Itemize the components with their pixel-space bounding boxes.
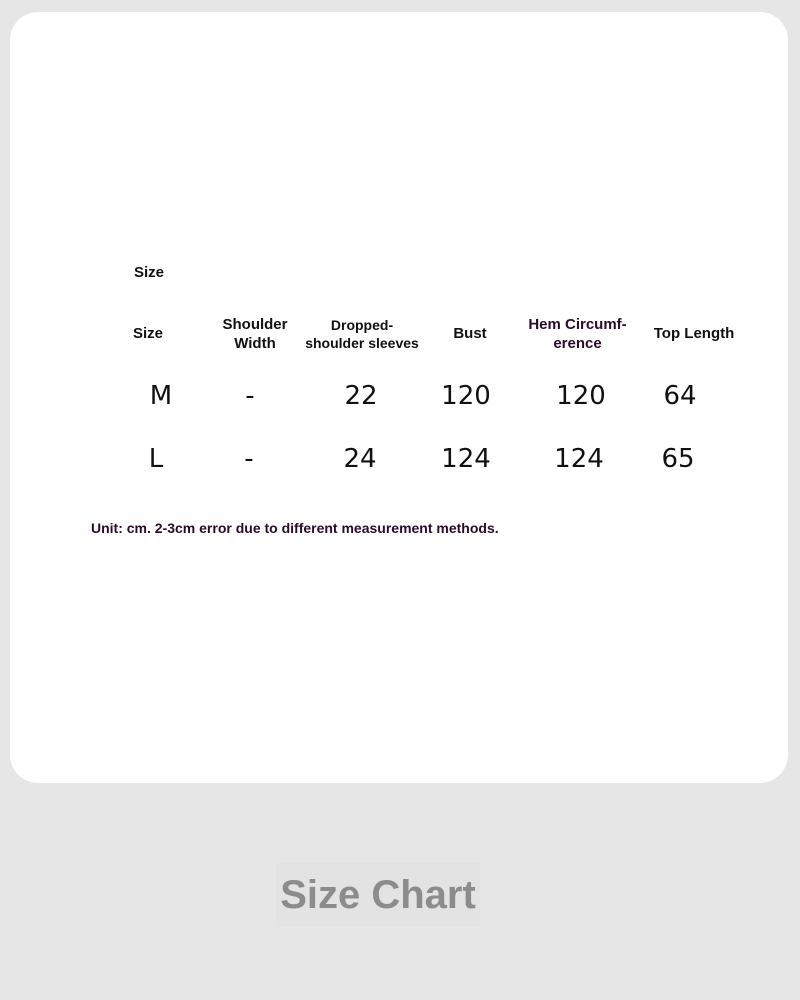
header-shoulder-width: Shoulder Width (222, 316, 288, 352)
header-size: Size (132, 325, 163, 342)
table-cell: L (148, 444, 164, 474)
table-cell: M (149, 381, 173, 411)
table-cell: 24 (343, 444, 377, 474)
table-cell: - (245, 381, 255, 411)
table-cell: 124 (554, 444, 604, 474)
table-cell: 120 (556, 381, 606, 411)
page-title: Size Chart (280, 872, 476, 917)
table-cell: 120 (441, 381, 491, 411)
table-cell: 124 (441, 444, 491, 474)
footer-title-box (276, 863, 480, 927)
measurement-note: Unit: cm. 2-3cm error due to different measurement methods. (91, 520, 499, 536)
table-caption: Size (134, 264, 165, 281)
table-cell: 22 (344, 381, 378, 411)
header-dropped-shoulder-sleeves: Dropped- shoulder sleeves (305, 317, 419, 351)
table-cell: 64 (663, 381, 697, 411)
header-bust: Bust (453, 325, 487, 342)
table-cell: 65 (661, 444, 695, 474)
header-hem-circumference: Hem Circumf- erence (528, 316, 627, 352)
size-chart-card (10, 12, 788, 783)
header-top-length: Top Length (653, 325, 735, 342)
table-cell: - (244, 444, 254, 474)
